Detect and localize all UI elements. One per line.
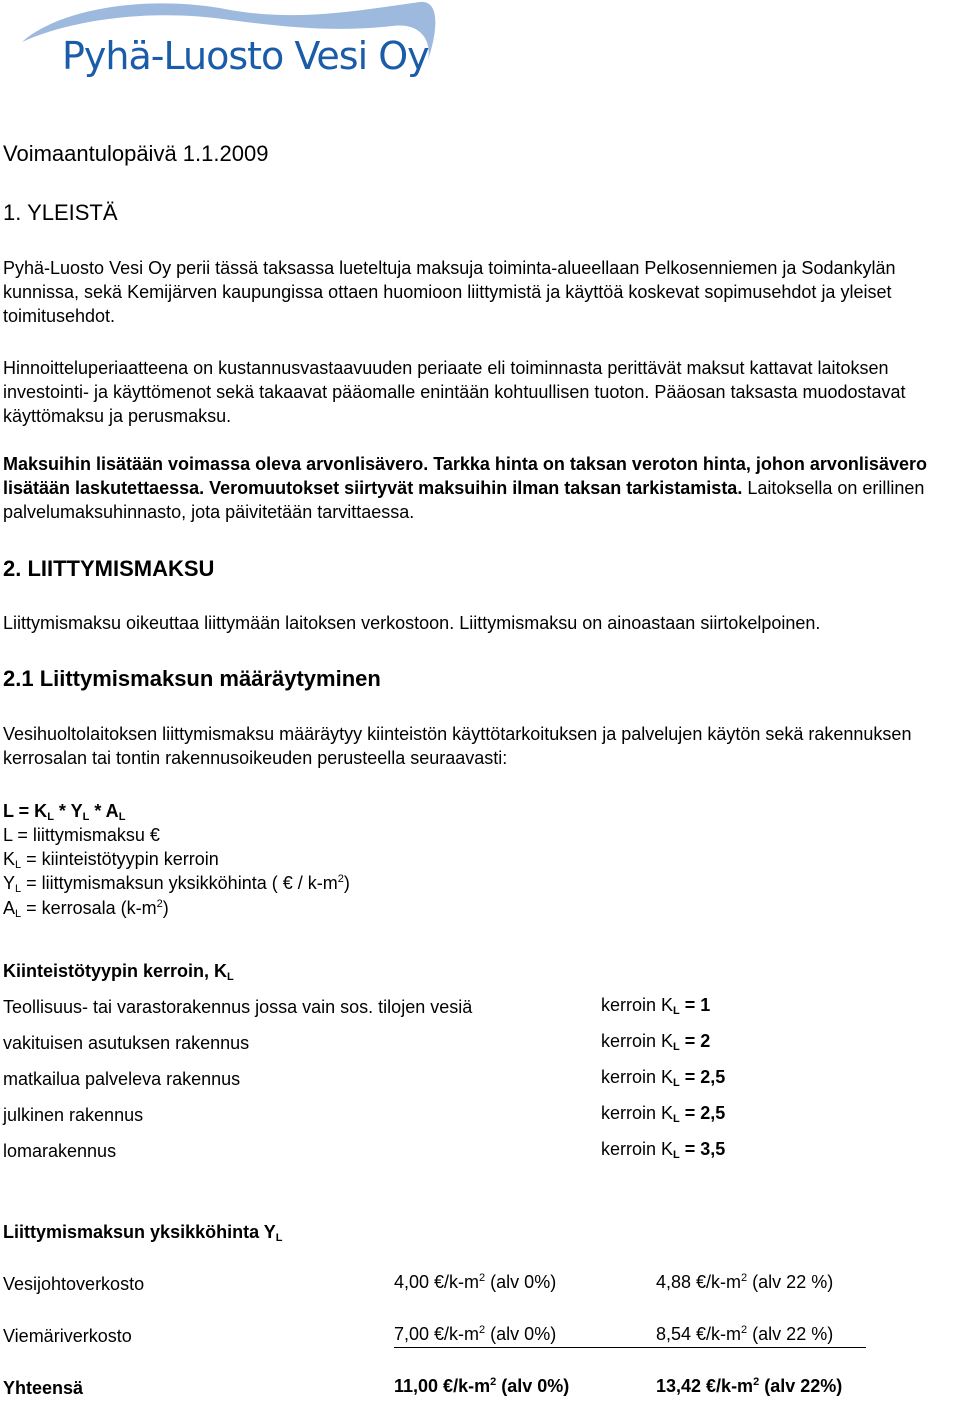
effective-date: Voimaantulopäivä 1.1.2009 xyxy=(3,141,269,166)
section-2-1-title: 2.1 Liittymismaksun määräytyminen xyxy=(3,666,381,691)
unit-price-net: 11,00 $€/k-m^2$ (alv 0%) xyxy=(394,1376,570,1396)
formula-k-definition: $K_L$ = kiinteistötyypin kerroin xyxy=(3,849,219,871)
section-1-para-1: Pyhä-Luosto Vesi Oy perii tässä taksassa lueteltuja maksuja toiminta-alueellaan Pelkosenniemen ja Sodankylän kunnissa, sekä Kemijärven kaupungissa ottaen huomioon liittymistä ja käyttöä koskevat sopimusehdot ja yleiset toimitusehdot. xyxy=(3,258,896,326)
unit-price-row-label: Yhteensä xyxy=(3,1378,84,1398)
coefficient-row-value: kerroin $K_L = 2,5$ xyxy=(601,1067,726,1089)
formula-main: $L = K_L * Y_L * A_L$ xyxy=(3,801,126,823)
coefficient-row-value: kerroin $K_L = 3,5$ xyxy=(601,1139,726,1161)
unit-price-gross: 4,88 $€/k-m^2$ (alv 22 %) xyxy=(656,1272,834,1292)
section-2-para: Liittymismaksu oikeuttaa liittymään laitoksen verkostoon. Liittymismaksu on ainoastaan siirtokelpoinen. xyxy=(3,613,821,633)
coefficient-title: Kiinteistötyypin kerroin, $K_L$ xyxy=(3,961,234,983)
section-2-title: 2. LIITTYMISMAKSU xyxy=(3,556,215,581)
coefficient-row-value: kerroin $K_L = 2,5$ xyxy=(601,1103,726,1125)
unit-price-gross: 13,42 $€/k-m^2$ (alv 22%) xyxy=(656,1376,843,1396)
logo-text: Pyhä-Luosto Vesi Oy xyxy=(62,34,429,78)
coefficient-row-label: vakituisen asutuksen rakennus xyxy=(3,1033,250,1053)
unit-price-row-label: Viemäriverkosto xyxy=(3,1326,132,1346)
section-1-para-3 xyxy=(3,452,958,524)
unit-price-row-label: Vesijohtoverkosto xyxy=(3,1274,145,1294)
unit-price-title: Liittymismaksun yksikköhinta $Y_L$ xyxy=(3,1222,283,1244)
vat-note-bold: Maksuihin lisätään voimassa oleva arvonlisävero. Tarkka hinta on taksan veroton hinta, johon arvonlisävero lisätään laskutettaessa. Veromuutokset siirtyvät maksuihin ilman taksan tarkistamista. xyxy=(3,454,927,498)
section-1-para-2: Hinnoitteluperiaatteena on kustannusvastaavuuden periaate eli toiminnasta perittävät maksut kattavat laitoksen investointi- ja käyttömenot sekä takaavat pääomalle enintään kohtuullisen tuoton. Pääosan taksasta muodostavat käyttömaksu ja perusmaksu. xyxy=(3,358,906,426)
formula-a-definition: $A_L$ = kerrosala $(k-m^2)$ xyxy=(3,898,169,920)
coefficient-row-label: julkinen rakennus xyxy=(3,1105,144,1125)
sum-underline xyxy=(394,1347,866,1348)
section-2-1-para: Vesihuoltolaitoksen liittymismaksu määräytyy kiinteistön käyttötarkoituksen ja palvelujen käytön sekä rakennuksen kerrosalan tai tontin rakennusoikeuden perusteella seuraavasti: xyxy=(3,724,912,768)
formula-y-definition: $Y_L$ = liittymismaksun yksikköhinta ( € / $k-m^2$) xyxy=(3,873,350,895)
coefficient-row-value: kerroin $K_L = 1$ xyxy=(601,995,711,1017)
coefficient-row-label: lomarakennus xyxy=(3,1141,117,1161)
coefficient-row-label: matkailua palveleva rakennus xyxy=(3,1069,241,1089)
unit-price-net: 7,00 $€/k-m^2$ (alv 0%) xyxy=(394,1324,557,1344)
formula-l-definition: L = liittymismaksu € xyxy=(3,825,160,845)
company-logo xyxy=(0,0,440,100)
unit-price-gross: 8,54 $€/k-m^2$ (alv 22 %) xyxy=(656,1324,834,1344)
section-1-title: 1. YLEISTÄ xyxy=(3,200,118,225)
vat-note-rest: Laitoksella on erillinen palvelumaksuhinnasto, jota päivitetään tarvittaessa. xyxy=(3,478,925,522)
unit-price-net: 4,00 $€/k-m^2$ (alv 0%) xyxy=(394,1272,557,1292)
coefficient-row-label: Teollisuus- tai varastorakennus jossa vain sos. tilojen vesiä xyxy=(3,997,473,1017)
coefficient-row-value: kerroin $K_L = 2$ xyxy=(601,1031,711,1053)
